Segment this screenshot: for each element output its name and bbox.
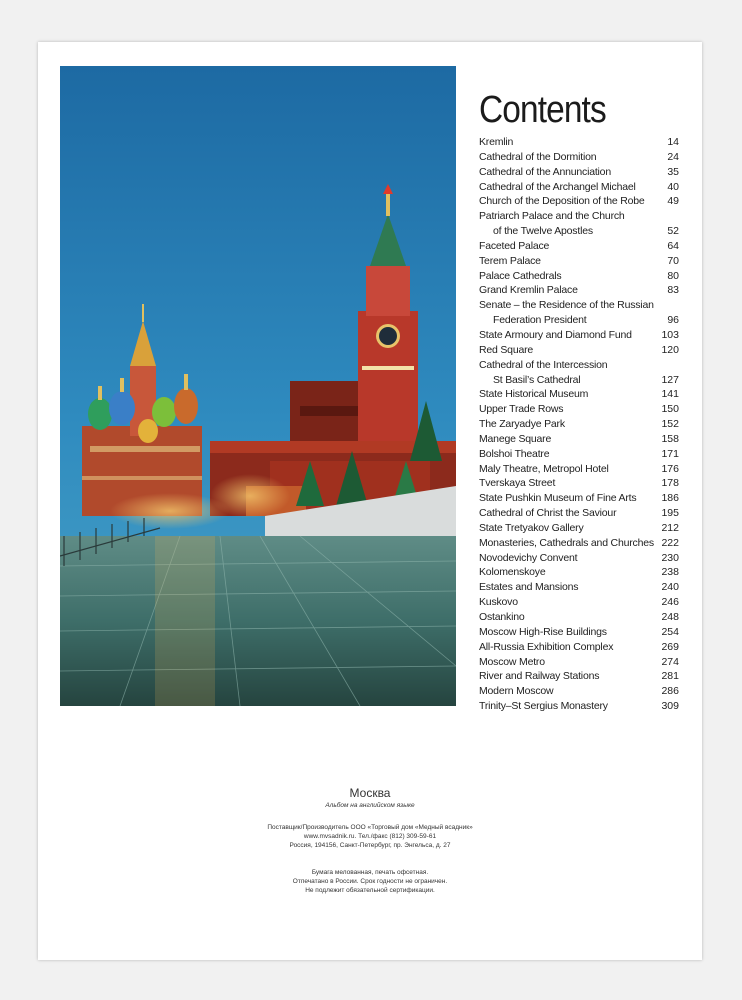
toc-entry-title [479,417,679,432]
toc-entry-page: 96 [667,314,679,327]
toc-entry-page: 40 [667,180,679,193]
toc-entry-title-line: Estates and Mansions [479,581,579,594]
toc-entry [479,655,679,670]
toc-entry [479,610,679,625]
toc-entry [479,684,679,699]
toc-entry-page: 70 [667,254,679,267]
toc-entry [479,165,679,180]
toc-entry [479,283,679,298]
toc-entry [479,417,679,432]
toc-entry-title-line: Cathedral of the Intercession [479,358,608,371]
toc-entry [479,239,679,254]
toc-entry [479,328,679,343]
toc-entry-title-line: Monasteries, Cathedrals and Churches [479,536,654,549]
toc-entry [479,254,679,269]
print-info [238,868,502,895]
print-line: Не подлежит обязательной сертификации. [305,887,435,894]
toc-entry [479,402,679,417]
toc-entry-title [479,506,679,521]
toc-entry [479,551,679,566]
toc-entry-page: 222 [661,536,679,549]
red-square-illustration [60,66,456,706]
print-line: Бумага мелованная, печать офсетная. [311,869,429,876]
toc-entry-page: 186 [661,492,679,505]
table-of-contents [479,135,679,714]
toc-entry [479,135,679,150]
toc-entry-title [479,565,679,580]
toc-entry-title [479,165,679,180]
toc-entry-title-line: Trinity–St Sergius Monastery [479,700,608,713]
toc-entry-page: 248 [661,611,679,623]
toc-entry-title-line: Ostankino [479,611,525,623]
toc-entry-page: 83 [667,284,679,297]
toc-entry-title [479,135,679,150]
toc-entry-page: 238 [661,566,679,579]
toc-entry-title [479,625,679,640]
toc-entry-page: 64 [667,239,679,252]
toc-entry-page: 120 [661,343,679,356]
toc-entry [479,669,679,684]
toc-entry-page: 80 [667,269,679,282]
toc-entry [479,536,679,551]
imprint [238,786,502,913]
toc-entry-title [479,595,679,610]
toc-entry-title [479,640,679,655]
toc-entry [479,699,679,714]
toc-entry-title-line: Terem Palace [479,254,541,267]
toc-entry-page: 240 [661,581,679,594]
toc-entry-title [479,551,679,566]
toc-entry-title [479,150,679,165]
toc-entry-title [479,432,679,447]
red-square-photo [60,66,456,706]
toc-entry [479,387,679,402]
toc-entry [479,269,679,284]
toc-entry [479,180,679,195]
publisher-line: Поставщик/Производитель ООО «Торговый дом «Медный всадник» [267,824,473,831]
toc-entry-title-line: Cathedral of Christ the Saviour [479,507,617,520]
toc-entry-title-line: Moscow Metro [479,655,545,668]
toc-entry-page: 52 [667,225,679,238]
toc-entry-title [479,536,679,551]
toc-entry [479,565,679,580]
imprint-subtitle: Альбом на английском языке [325,802,415,809]
toc-entry-title-line: Novodevichy Convent [479,551,578,564]
toc-entry-page: 274 [661,655,679,668]
toc-entry [479,432,679,447]
toc-entry-title-line: Maly Theatre, Metropol Hotel [479,462,609,475]
toc-entry [479,625,679,640]
toc-entry [479,491,679,506]
toc-entry-page: 212 [661,521,679,534]
toc-entry-title [479,343,679,358]
toc-entry [479,209,679,239]
toc-entry-page: 195 [661,507,679,520]
toc-entry [479,595,679,610]
toc-entry-title [479,610,679,625]
toc-entry [479,447,679,462]
toc-entry-page: 269 [661,640,679,653]
publisher-line: Россия, 194156, Санкт-Петербург, пр. Энгельса, д. 27 [289,842,451,849]
toc-entry [479,580,679,595]
toc-entry-page: 24 [667,150,679,163]
toc-entry-title-line: Faceted Palace [479,239,550,252]
toc-entry-title-line: Kolomenskoye [479,566,546,579]
toc-entry-page: 309 [661,700,679,713]
toc-entry-title-line: All-Russia Exhibition Complex [479,640,614,653]
contents-heading: Contents [479,89,606,132]
toc-entry-title [479,684,679,699]
toc-entry-title-line: The Zaryadye Park [479,418,565,431]
toc-entry-title [479,476,679,491]
toc-entry-page: 158 [661,432,679,445]
imprint-title: Москва [349,786,391,800]
toc-entry-page: 254 [661,625,679,638]
toc-entry-title [479,699,679,714]
toc-entry-title [479,462,679,477]
toc-entry [479,343,679,358]
toc-entry-title [479,491,679,506]
toc-entry-title-line: Cathedral of the Archangel Michael [479,180,636,193]
toc-entry-title [479,239,679,254]
toc-entry-title [479,580,679,595]
toc-entry-page: 103 [661,328,679,341]
toc-entry [479,521,679,536]
publisher-line: www.mvsadnik.ru. Тел./факс (812) 309-59-61 [303,833,437,840]
toc-entry [479,476,679,491]
toc-entry-title [479,447,679,462]
toc-entry-title-line: River and Railway Stations [479,670,600,683]
toc-entry-title-line: State Historical Museum [479,388,589,401]
toc-entry-title [479,269,679,284]
toc-entry-title [479,358,679,388]
book-page [38,42,702,960]
toc-entry-title-line: Bolshoi Theatre [479,447,550,460]
toc-entry-title [479,283,679,298]
toc-entry-page: 150 [661,403,679,416]
toc-entry-page: 281 [661,670,679,683]
toc-entry-title [479,298,679,328]
publisher-info [238,823,502,850]
toc-entry-title-line: Cathedral of the Annunciation [479,165,611,178]
toc-entry [479,640,679,655]
toc-entry-title-line: Kremlin [479,136,514,148]
toc-entry [479,506,679,521]
toc-entry-title-line: Red Square [479,343,534,356]
toc-entry-title-line: Church of the Deposition of the Robe [479,195,645,208]
toc-entry [479,298,679,328]
toc-entry-page: 152 [661,418,679,431]
toc-entry-title-line: State Tretyakov Gallery [479,521,584,534]
toc-entry-title-line: State Pushkin Museum of Fine Arts [479,492,637,505]
toc-entry-title-line: Federation President [493,314,587,327]
toc-entry-title-line: Manege Square [479,432,552,445]
toc-entry-title-line: St Basil’s Cathedral [493,373,581,386]
toc-entry-title [479,209,679,239]
toc-entry-title [479,328,679,343]
toc-entry-title-line: Tverskaya Street [479,477,556,490]
toc-entry-title-line: Grand Kremlin Palace [479,284,578,297]
toc-entry-title-line: Cathedral of the Dormition [479,150,597,163]
toc-entry-title-line: Patriarch Palace and the Church [479,210,625,223]
toc-entry-title [479,180,679,195]
toc-entry-title-line: of the Twelve Apostles [493,225,593,238]
toc-entry [479,194,679,209]
toc-entry-title [479,254,679,269]
toc-entry-page: 178 [661,477,679,490]
toc-entry-page: 246 [661,596,679,609]
toc-entry [479,150,679,165]
toc-entry-page: 286 [661,685,679,698]
toc-entry-page: 176 [661,462,679,475]
toc-entry-page: 14 [667,136,679,148]
toc-entry-page: 49 [667,195,679,208]
toc-entry-title-line: State Armoury and Diamond Fund [479,328,632,341]
toc-entry-page: 230 [661,551,679,564]
toc-entry [479,462,679,477]
toc-entry-title [479,402,679,417]
toc-entry-title-line: Upper Trade Rows [479,403,564,416]
toc-entry-page: 127 [661,373,679,386]
toc-entry-title [479,194,679,209]
toc-entry-page: 141 [661,388,679,401]
toc-entry-title-line: Senate – the Residence of the Russian [479,299,654,312]
toc-entry-page: 35 [667,165,679,178]
print-line: Отпечатано в России. Срок годности не ограничен. [292,878,448,885]
toc-entry-page: 171 [661,447,679,460]
toc-entry-title [479,521,679,536]
toc-entry-title [479,669,679,684]
toc-entry [479,358,679,388]
toc-entry-title-line: Kuskovo [479,596,518,609]
toc-entry-title [479,387,679,402]
toc-entry-title-line: Palace Cathedrals [479,269,562,282]
toc-entry-title-line: Modern Moscow [479,685,554,698]
toc-entry-title-line: Moscow High-Rise Buildings [479,625,607,638]
toc-entry-title [479,655,679,670]
